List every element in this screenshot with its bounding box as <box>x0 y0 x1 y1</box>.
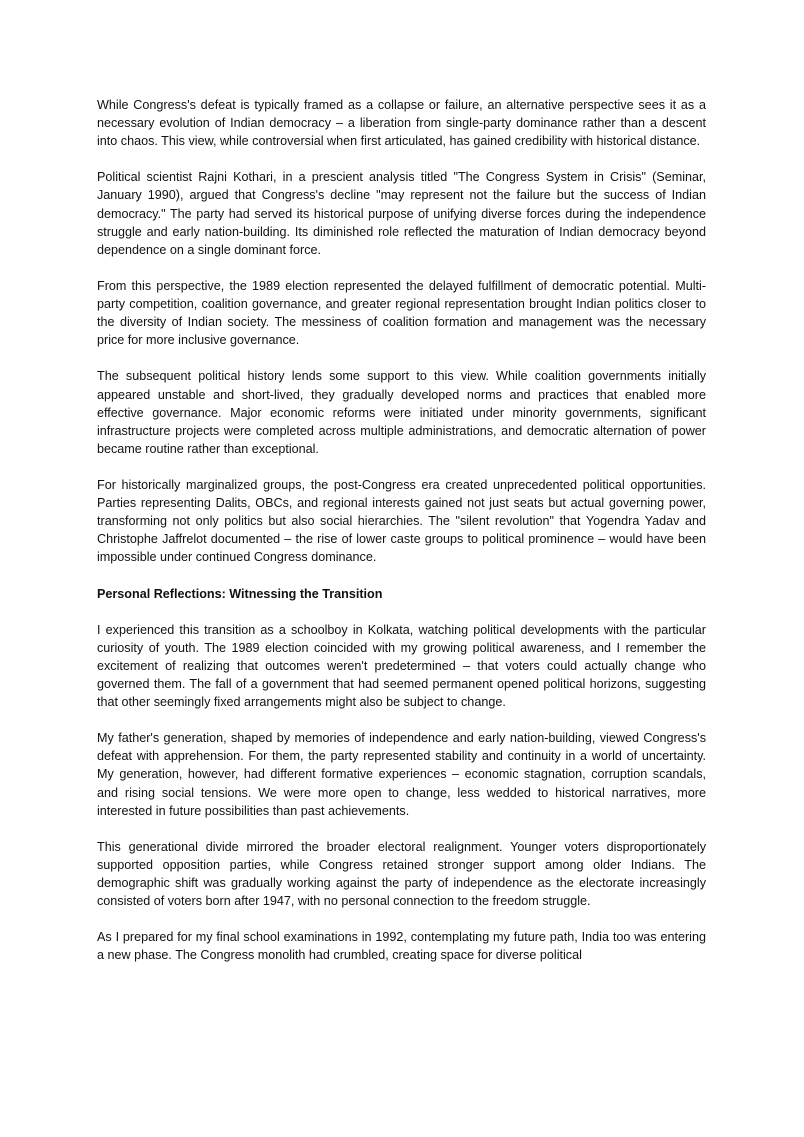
section-heading: Personal Reflections: Witnessing the Transition <box>97 586 383 601</box>
paragraph-fathers-generation: My father's generation, shaped by memories of independence and early nation-building, viewed Congress's defeat with apprehension. For them, the party represented stability and continuity in a world of uncertainty. My generation, however, had different formative experiences – economic stagnation, corruption scandals, and rising social tensions. We were more open to change, less wedded to historical narratives, more interested in future possibilities than past achievements. <box>97 731 706 818</box>
paragraph-generational-divide: This generational divide mirrored the broader electoral realignment. Younger voters disproportionately supported opposition parties, while Congress retained stronger support among older Indians. The demographic shift was gradually working against the party of independence as the electorate increasingly consisted of voters born after 1947, with no personal connection to the freedom struggle. <box>97 839 706 909</box>
paragraph-1989-election: From this perspective, the 1989 election represented the delayed fulfillment of democratic potential. Multi-party competition, coalition governance, and greater regional representation brought Indian politics closer to the diversity of Indian society. The messiness of coalition formation and management was the necessary price for more inclusive governance. <box>97 278 706 348</box>
paragraph-schoolboy-kolkata: I experienced this transition as a schoolboy in Kolkata, watching political developments with the particular curiosity of youth. The 1989 election coincided with my growing political awareness, and I remember the excitement of realizing that outcomes weren't predetermined – that voters could actually change who governed them. The fall of a government that had seemed permanent opened political horizons, suggesting that other seemingly fixed arrangements might also be subject to change. <box>97 622 706 710</box>
paragraph-kothari-analysis: Political scientist Rajni Kothari, in a prescient analysis titled "The Congress System in Crisis" (Seminar, January 1990), argued that Congress's decline "may represent not the failure but the success of Indian democracy." The party had served its historical purpose of unifying diverse forces during the independence struggle and early nation-building. Its diminished role reflected the maturation of Indian democracy beyond dependence on a single dominant force. <box>97 170 706 257</box>
paragraph-coalition-history: The subsequent political history lends some support to this view. While coalition governments initially appeared unstable and short-lived, they gradually developed norms and practices that enabled more effective governance. Major economic reforms were initiated under minority governments, significant infrastructure projects were completed across multiple administrations, and democratic alternation of power became routine rather than exceptional. <box>97 369 706 456</box>
paragraph-final-exams-1992: As I prepared for my final school examinations in 1992, contemplating my future path, India too was entering a new phase. The Congress monolith had crumbled, creating space for diverse political <box>97 930 706 963</box>
paragraph-alternative-perspective: While Congress's defeat is typically framed as a collapse or failure, an alternative perspective sees it as a necessary evolution of Indian democracy – a liberation from single-party dominance rather than a descent into chaos. This view, while controversial when first articulated, has gained credibility with historical distance. <box>97 98 706 149</box>
paragraph-marginalized-groups: For historically marginalized groups, the post-Congress era created unprecedented political opportunities. Parties representing Dalits, OBCs, and regional interests gained not just seats but actual governing power, transforming not only politics but also social hierarchies. The "silent revolution" that Yogendra Yadav and Christophe Jaffrelot documented – the rise of lower caste groups to political prominence – would have been impossible under continued Congress dominance. <box>97 477 706 565</box>
document-body <box>97 96 706 983</box>
